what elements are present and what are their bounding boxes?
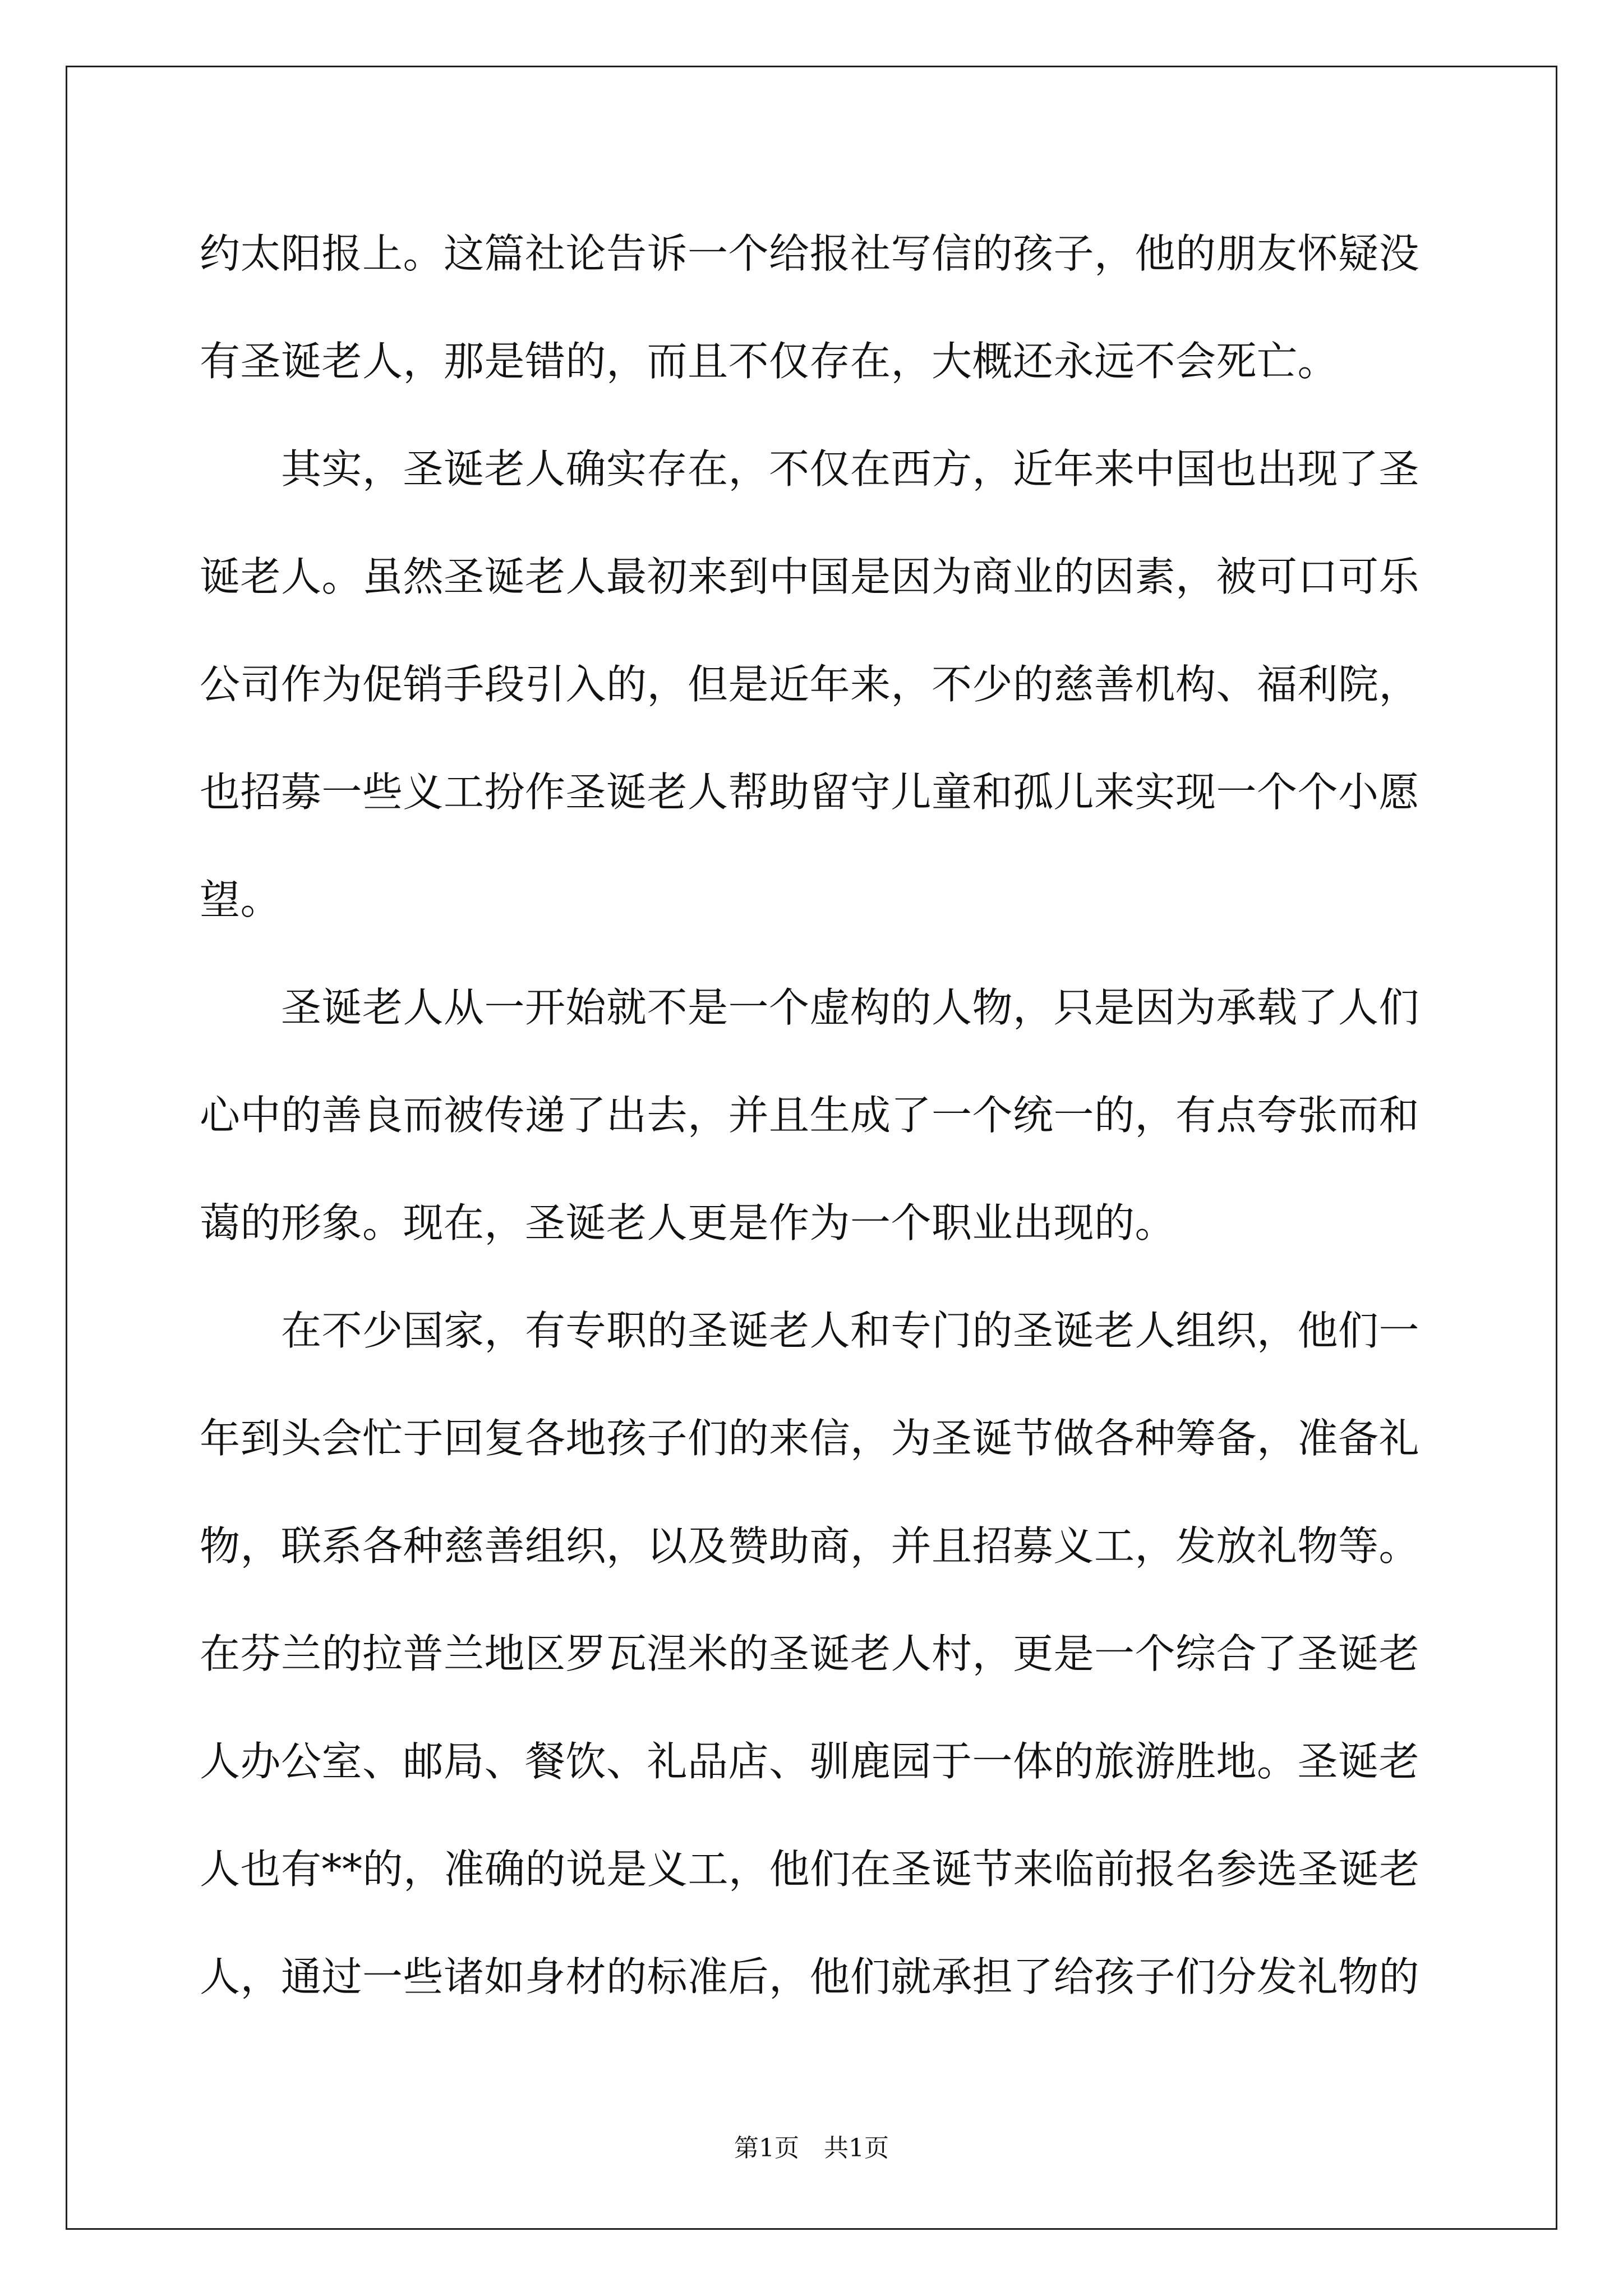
text-line: 蔼的形象。现在，圣诞老人更是作为一个职业出现的。 [200,1199,1176,1246]
page-number-footer: 第1页 共1页 [734,2134,889,2162]
text-line: 物，联系各种慈善组织，以及赞助商，并且招募义工，发放礼物等。 [200,1522,1420,1570]
text-line: 年到头会忙于回复各地孩子们的来信，为圣诞节做各种筹备，准备礼 [200,1415,1420,1462]
text-line: 在不少国家，有专职的圣诞老人和专门的圣诞老人组织，他们一 [200,1307,1420,1354]
text-line: 望。 [200,876,282,923]
text-line: 人，通过一些诸如身材的标准后，他们就承担了给孩子们分发礼物的 [200,1953,1420,2000]
text-line: 诞老人。虽然圣诞老人最初来到中国是因为商业的因素，被可口可乐 [200,553,1420,600]
text-line: 人办公室、邮局、餐饮、礼品店、驯鹿园于一体的旅游胜地。圣诞老 [200,1738,1420,1785]
text-line: 圣诞老人从一开始就不是一个虚构的人物，只是因为承载了人们 [200,984,1420,1031]
text-line: 在芬兰的拉普兰地区罗瓦涅米的圣诞老人村，更是一个综合了圣诞老 [200,1630,1420,1677]
text-line: 心中的善良而被传递了出去，并且生成了一个统一的，有点夸张而和 [200,1092,1420,1139]
text-line: 约太阳报上。这篇社论告诉一个给报社写信的孩子，他的朋友怀疑没 [200,230,1420,277]
text-line: 有圣诞老人，那是错的，而且不仅存在，大概还永远不会死亡。 [200,338,1339,385]
text-line: 人也有**的，准确的说是义工，他们在圣诞节来临前报名参选圣诞老 [200,1846,1420,1893]
text-line: 公司作为促销手段引入的，但是近年来，不少的慈善机构、福利院， [200,661,1420,708]
text-line: 其实，圣诞老人确实存在，不仅在西方，近年来中国也出现了圣 [200,445,1420,493]
text-line: 也招募一些义工扮作圣诞老人帮助留守儿童和孤儿来实现一个个小愿 [200,769,1420,816]
